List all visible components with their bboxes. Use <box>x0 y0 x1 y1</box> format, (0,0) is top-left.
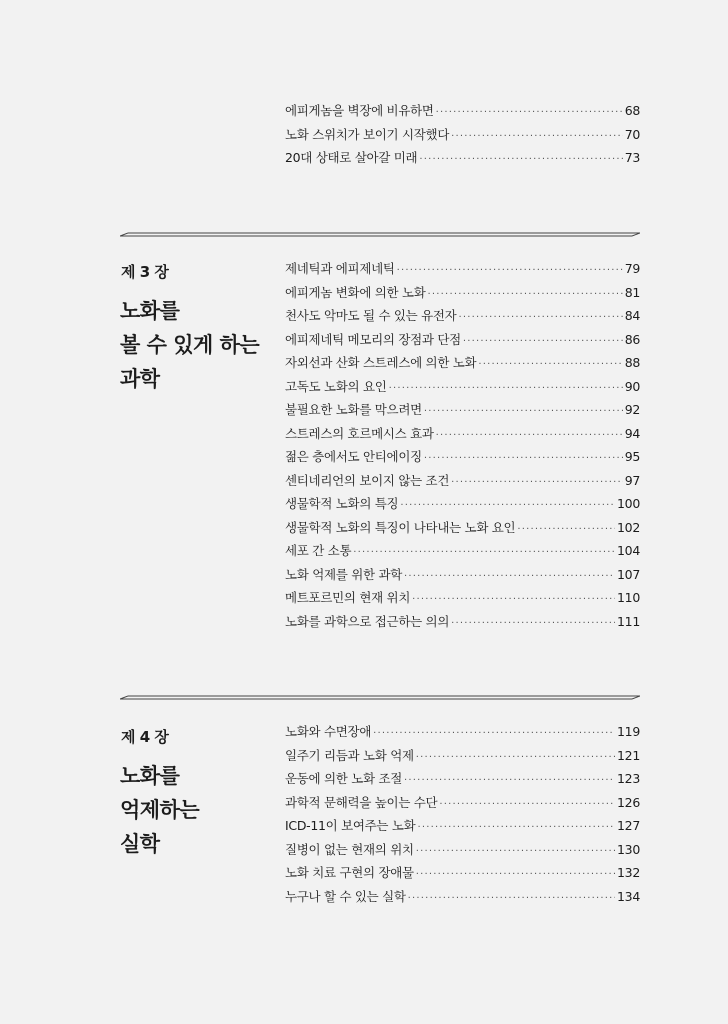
toc-leader-dots <box>424 447 623 471</box>
toc-entry-page: 123 <box>617 771 640 786</box>
toc-entry-page: 126 <box>617 794 640 810</box>
toc-leader-dots <box>436 101 623 125</box>
toc-entry[interactable] <box>285 398 640 422</box>
toc-entry[interactable] <box>285 861 640 885</box>
toc-entry[interactable] <box>285 422 640 446</box>
toc-entry-title: 불필요한 노화를 막으려면 <box>285 402 422 417</box>
chapter-number: 제 3 장 <box>121 263 169 281</box>
chapter-title-line: 볼 수 있게 하는 <box>120 333 260 357</box>
toc-leader-dots <box>419 148 622 172</box>
toc-entry[interactable] <box>285 885 640 909</box>
chapter-title <box>120 759 199 861</box>
toc-entry-title: 노화 스위치가 보이기 시작했다 <box>285 126 450 142</box>
toc-entry-page: 107 <box>617 566 640 582</box>
toc-entry-title: 제네틱과 에피제네틱 <box>285 261 395 276</box>
toc-leader-dots <box>408 887 615 911</box>
toc-entry-title: 누구나 할 수 있는 실학 <box>285 888 406 904</box>
toc-entry-title: 자외선과 산화 스트레스에 의한 노화 <box>285 355 477 370</box>
toc-entry[interactable] <box>285 563 640 587</box>
toc-entry-title: 생물학적 노화의 특징 <box>285 496 399 511</box>
chapter-title <box>120 294 259 396</box>
toc-entry[interactable] <box>285 99 640 123</box>
toc-leader-dots <box>397 259 623 283</box>
toc-entry-page: 119 <box>617 724 640 739</box>
toc-leader-dots <box>373 722 615 746</box>
toc-entry[interactable] <box>285 281 640 305</box>
chapter-title-line: 실학 <box>120 832 160 856</box>
toc-entry-page: 134 <box>617 888 640 904</box>
toc-entry-page: 68 <box>624 103 640 118</box>
toc-leader-dots <box>416 746 615 770</box>
toc-entry-title: 노화 치료 구현의 장애물 <box>285 865 414 880</box>
toc-entry-title: 일주기 리듬과 노화 억제 <box>285 747 414 763</box>
toc-entry-title: 노화를 과학으로 접근하는 의의 <box>285 613 450 629</box>
chapter-title-line: 과학 <box>120 367 160 391</box>
toc-entry-title: 20대 상태로 살아갈 미래 <box>285 150 418 165</box>
chapter-divider <box>120 692 640 700</box>
toc-entry[interactable] <box>285 351 640 375</box>
toc-leader-dots <box>424 400 623 424</box>
toc-leader-dots <box>416 863 615 887</box>
toc-entry[interactable] <box>285 586 640 610</box>
toc-entry-page: 92 <box>624 402 640 417</box>
toc-entry-page: 94 <box>624 425 640 441</box>
toc-leader-dots <box>463 330 623 354</box>
toc-entry-page: 86 <box>624 331 640 347</box>
toc-entry-title: 센티네리언의 보이지 않는 조건 <box>285 472 450 488</box>
toc-entry-title: 메트포르민의 현재 위치 <box>285 590 411 605</box>
toc-entry[interactable] <box>285 814 640 838</box>
toc-entry[interactable] <box>285 720 640 744</box>
toc-entry-page: 84 <box>624 308 640 323</box>
toc-top-list <box>285 99 640 170</box>
toc-entry-page: 104 <box>617 543 640 558</box>
toc-entry-page: 127 <box>617 818 640 833</box>
toc-entry-title: 운동에 의한 노화 조절 <box>285 771 402 786</box>
toc-entry-page: 97 <box>624 472 640 488</box>
toc-leader-dots <box>451 612 615 636</box>
toc-entry[interactable] <box>285 375 640 399</box>
toc-entry-title: 노화 억제를 위한 과학 <box>285 566 402 582</box>
toc-entry-page: 102 <box>617 519 640 535</box>
toc-entry[interactable] <box>285 469 640 493</box>
toc-entry-title: 에피게놈을 벽장에 비유하면 <box>285 103 434 118</box>
toc-leader-dots <box>353 541 615 565</box>
toc-entry-page: 111 <box>617 613 640 629</box>
toc-entry-title: 스트레스의 호르메시스 효과 <box>285 425 434 441</box>
toc-entry-title: 생물학적 노화의 특징이 나타내는 노화 요인 <box>285 519 516 535</box>
toc-entry-page: 121 <box>617 747 640 763</box>
toc-leader-dots <box>428 283 623 307</box>
toc-entry[interactable] <box>285 492 640 516</box>
toc-entry-page: 110 <box>617 590 640 605</box>
toc-entry[interactable] <box>285 791 640 815</box>
toc-entry[interactable] <box>285 539 640 563</box>
toc-entry-page: 90 <box>624 378 640 394</box>
chapter-title-line: 노화를 <box>120 764 180 788</box>
toc-leader-dots <box>404 565 615 589</box>
toc-leader-dots <box>478 353 622 377</box>
toc-entry-title: 에피게놈 변화에 의한 노화 <box>285 284 426 300</box>
toc-entry-page: 73 <box>624 150 640 165</box>
toc-leader-dots <box>451 125 623 149</box>
toc-entry-page: 81 <box>624 284 640 300</box>
toc-leader-dots <box>412 588 615 612</box>
toc-entry[interactable] <box>285 257 640 281</box>
toc-entry-page: 79 <box>624 261 640 276</box>
toc-entry-title: ICD-11이 보여주는 노화 <box>285 818 416 833</box>
toc-leader-dots <box>400 494 615 518</box>
toc-entry[interactable] <box>285 516 640 540</box>
toc-leader-dots <box>458 306 622 330</box>
toc-leader-dots <box>389 377 623 401</box>
chapter-number: 제 4 장 <box>121 728 169 746</box>
toc-leader-dots <box>517 518 615 542</box>
toc-entry[interactable] <box>285 304 640 328</box>
toc-entry-page: 132 <box>617 865 640 880</box>
toc-chapter3-list <box>285 257 640 633</box>
toc-entry-title: 과학적 문해력을 높이는 수단 <box>285 794 438 810</box>
toc-entry[interactable] <box>285 838 640 862</box>
toc-leader-dots <box>439 793 615 817</box>
toc-leader-dots <box>417 816 615 840</box>
toc-entry-page: 95 <box>624 449 640 464</box>
toc-leader-dots <box>416 840 615 864</box>
toc-entry-page: 70 <box>624 126 640 142</box>
toc-entry-title: 노화와 수면장애 <box>285 724 372 739</box>
toc-entry[interactable] <box>285 445 640 469</box>
toc-entry-page: 130 <box>617 841 640 857</box>
toc-leader-dots <box>436 424 623 448</box>
toc-entry-title: 고독도 노화의 요인 <box>285 378 387 394</box>
toc-entry-title: 질병이 없는 현재의 위치 <box>285 841 414 857</box>
chapter-divider <box>120 229 640 237</box>
toc-entry[interactable] <box>285 767 640 791</box>
toc-entry-page: 88 <box>624 355 640 370</box>
toc-entry[interactable] <box>285 123 640 147</box>
toc-entry-page: 100 <box>617 496 640 511</box>
chapter-title-line: 억제하는 <box>120 798 200 822</box>
toc-chapter4-list <box>285 720 640 908</box>
toc-entry[interactable] <box>285 328 640 352</box>
toc-entry[interactable] <box>285 146 640 170</box>
toc-leader-dots <box>451 471 623 495</box>
toc-entry[interactable] <box>285 744 640 768</box>
toc-entry-title: 에피제네틱 메모리의 장점과 단점 <box>285 331 461 347</box>
toc-entry-title: 세포 간 소통 <box>285 543 352 558</box>
chapter-title-line: 노화를 <box>120 299 180 323</box>
toc-entry[interactable] <box>285 610 640 634</box>
toc-entry-title: 천사도 악마도 될 수 있는 유전자 <box>285 308 457 323</box>
toc-entry-title: 젊은 층에서도 안티에이징 <box>285 449 422 464</box>
toc-leader-dots <box>404 769 615 793</box>
